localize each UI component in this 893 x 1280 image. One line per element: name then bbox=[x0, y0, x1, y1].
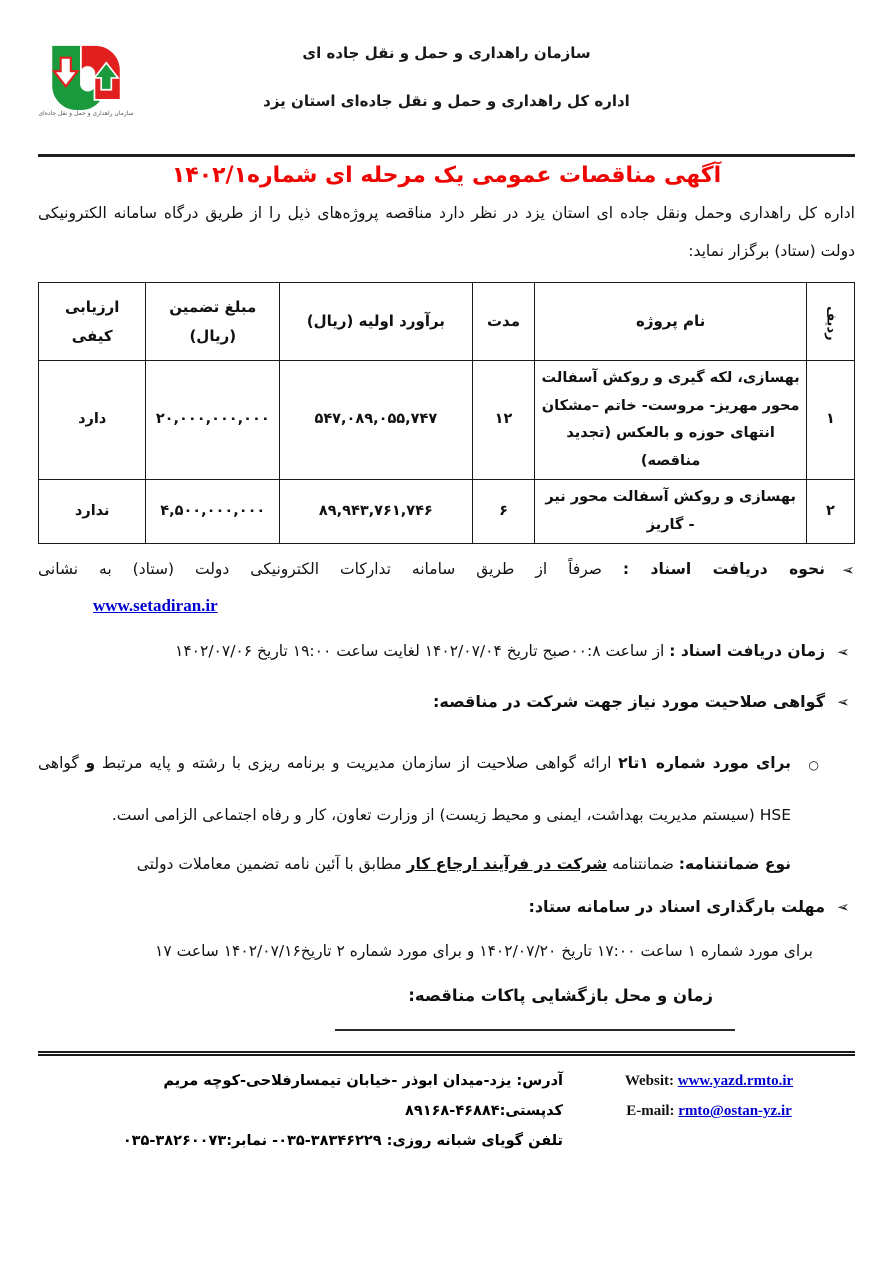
cell-row1-duration: ۱۲ bbox=[472, 361, 535, 480]
cell-row1-quality: دارد bbox=[39, 361, 146, 480]
table-header-row bbox=[39, 283, 855, 361]
arrow-bullet-icon: ➢ bbox=[836, 693, 850, 712]
cell-row2-duration: ۶ bbox=[472, 480, 535, 544]
upload-deadline-label: مهلت بارگذاری اسناد در سامانه ستاد: bbox=[528, 897, 825, 917]
receive-method-label: نحوه دریافت اسناد : bbox=[622, 560, 825, 579]
cell-row2-estimate: ۸۹,۹۴۳,۷۶۱,۷۴۶ bbox=[280, 480, 472, 544]
receive-time-text: از ساعت ۰۰:۸صبح تاریخ ۱۴۰۲/۰۷/۰۴ لغایت ساعت ۱۹:۰۰ تاریخ ۱۴۰۲/۰۷/۰۶ bbox=[175, 642, 670, 661]
org-name-line2: اداره کل راهداری و حمل و نقل جاده‌ای استان یزد bbox=[263, 92, 630, 110]
opening-label: زمان و محل بازگشایی پاکات مناقصه: bbox=[408, 986, 713, 1006]
qualification-label: گواهی صلاحیت مورد نیاز جهت شرکت در مناقصه: bbox=[433, 692, 825, 712]
cell-row2-quality: ندارد bbox=[39, 480, 146, 544]
section-upload-deadline bbox=[38, 897, 855, 916]
footer-address: آدرس: یزد-میدان ابوذر -خیابان تیمسارفلاحی-کوچه مریم کدپستی:۴۶۸۸۴-۸۹۱۶۸ bbox=[163, 1073, 563, 1120]
column-header-guarantee: مبلغ تضمین (ریال) bbox=[146, 283, 280, 361]
arrow-bullet-icon: ➢ bbox=[842, 561, 855, 580]
email-link[interactable]: rmto@ostan-yz.ir bbox=[678, 1103, 792, 1120]
footer-contact-fa bbox=[38, 1066, 563, 1156]
qual-detail-lead: برای مورد شماره ۱تا۲ bbox=[618, 754, 791, 773]
logo-caption: سازمان راهداری و حمل و نقل جاده‌ای bbox=[38, 110, 134, 117]
email-label: E-mail: bbox=[626, 1103, 675, 1120]
section-receive-time bbox=[38, 642, 855, 660]
column-header-project: نام پروژه bbox=[535, 283, 806, 361]
cell-row2-guarantee: ۴,۵۰۰,۰۰۰,۰۰۰ bbox=[146, 480, 280, 544]
page-title: آگهی مناقصات عمومی یک مرحله ای شماره۱۴۰۲/۱ bbox=[171, 163, 722, 188]
table-row bbox=[39, 361, 855, 480]
intro-paragraph: اداره کل راهداری وحمل ونقل جاده ای استان یزد در نظر دارد مناقصه پروژه‌های ذیل را از طریق درگاه سامانه الکترونیکی دولت (ستاد) برگزار نماید: bbox=[38, 204, 855, 260]
opening-blank-line bbox=[335, 1029, 735, 1031]
header-divider bbox=[38, 154, 855, 157]
cell-row1-no: ۱ bbox=[806, 361, 854, 480]
qual-detail-text1: ارائه گواهی صلاحیت از سازمان مدیریت و برنامه ریزی با رشته و پایه مرتبط bbox=[95, 754, 619, 773]
cell-row1-guarantee: ۲۰,۰۰۰,۰۰۰,۰۰۰ bbox=[146, 361, 280, 480]
guarantee-type-underlined: شرکت در فرآیند ارجاع کار bbox=[406, 855, 608, 874]
cell-row1-estimate: ۵۴۷,۰۸۹,۰۵۵,۷۴۷ bbox=[280, 361, 472, 480]
section-qualification bbox=[38, 692, 855, 711]
deadline-detail-text: برای مورد شماره ۱ ساعت ۱۷:۰۰ تاریخ ۱۴۰۲/۰۷/۲۰ و برای مورد شماره ۲ تاریخ۱۴۰۲/۰۷/۱۶ ساعت ۱۷ bbox=[155, 942, 813, 961]
cell-row2-no: ۲ bbox=[806, 480, 854, 544]
setadiran-link-line bbox=[38, 596, 855, 616]
rmto-logo bbox=[26, 34, 146, 117]
document-header bbox=[38, 36, 855, 154]
rmto-logo-icon bbox=[43, 34, 129, 110]
column-header-estimate: برآورد اولیه (ریال) bbox=[280, 283, 472, 361]
cell-row1-project: بهسازی، لکه گیری و روکش آسفالت محور مهریز- مروست- خاتم –مشکان انتهای حوزه و بالعکس (تجدید مناقصه) bbox=[535, 361, 806, 480]
guarantee-type-label: نوع ضمانتنامه: bbox=[678, 855, 791, 874]
setadiran-link[interactable]: www.setadiran.ir bbox=[93, 596, 218, 616]
footer-phone: تلفن گویای شبانه روزی: ۳۸۳۴۶۲۲۹-۰۳۵- نمابر:۳۸۲۶۰۰۷۳-۰۳۵ bbox=[122, 1133, 563, 1150]
qual-detail-and: و bbox=[85, 754, 96, 773]
website-link[interactable]: www.yazd.rmto.ir bbox=[677, 1073, 794, 1090]
section-guarantee-type bbox=[38, 855, 791, 873]
guarantee-type-text1: ضمانتنامه bbox=[607, 855, 679, 874]
table-row bbox=[39, 480, 855, 544]
circle-bullet-icon: ○ bbox=[808, 758, 819, 773]
receive-method-text: صرفاً از طریق سامانه تدارکات الکترونیکی دولت (ستاد) به نشانی bbox=[38, 560, 623, 579]
section-qualification-detail bbox=[38, 737, 855, 841]
receive-time-label: زمان دریافت اسناد : bbox=[669, 642, 825, 661]
website-label: Websit: bbox=[624, 1073, 674, 1090]
column-header-row-no: ردیف bbox=[806, 283, 854, 361]
org-name-line1: سازمان راهداری و حمل و نقل جاده ای bbox=[302, 44, 591, 62]
column-header-duration: مدت bbox=[472, 283, 535, 361]
footer-divider bbox=[38, 1051, 855, 1056]
column-header-quality: ارزیابی کیفی bbox=[39, 283, 146, 361]
guarantee-type-text2: مطابق با آئین نامه تضمین معاملات دولتی bbox=[136, 855, 407, 874]
section-deadline-detail bbox=[38, 942, 813, 960]
cell-row2-project: بهسازی و روکش آسفالت محور نیر - گاریز bbox=[535, 480, 806, 544]
arrow-bullet-icon: ➢ bbox=[836, 898, 850, 917]
tender-table bbox=[38, 282, 855, 544]
organization-titles bbox=[38, 44, 855, 110]
section-opening bbox=[38, 986, 713, 1005]
qual-detail-text2: گواهی HSE (سیستم مدیریت بهداشت، ایمنی و محیط زیست) از وزارت تعاون، کار و رفاه اجتماعی الزامی است. bbox=[38, 754, 791, 825]
section-receive-method bbox=[38, 560, 855, 578]
arrow-bullet-icon: ➢ bbox=[836, 643, 850, 662]
footer-contact-en bbox=[563, 1066, 855, 1126]
document-footer bbox=[38, 1066, 855, 1156]
